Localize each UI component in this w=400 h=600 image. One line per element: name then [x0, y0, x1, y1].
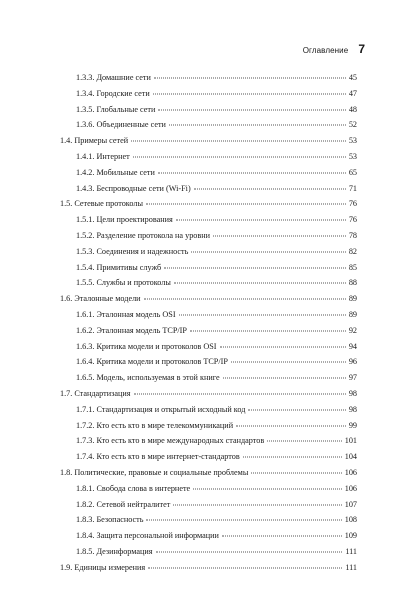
- dot-leader: [156, 551, 343, 552]
- toc-entry-label: 1.3.6. Объединенные сети: [76, 120, 166, 130]
- toc-entry-page: 109: [344, 531, 357, 541]
- toc-entry-label: 1.7.3. Кто есть кто в мире международных стандартов: [76, 436, 265, 446]
- dot-leader: [213, 235, 346, 236]
- toc-entry-label: 1.8.2. Сетевой нейтралитет: [76, 499, 171, 509]
- dot-leader: [179, 314, 346, 315]
- toc-section-entry[interactable]: [60, 136, 357, 152]
- toc-entry-label: 1.6.1. Эталонная модель OSI: [76, 309, 176, 319]
- toc-entry-label: 1.7.1. Стандартизация и открытый исходный код: [76, 404, 246, 414]
- toc-section-entry[interactable]: [60, 389, 357, 405]
- toc-entry-label: 1.5.1. Цели проектирования: [76, 215, 173, 225]
- toc-entry-label: 1.3.4. Городские сети: [76, 88, 150, 98]
- toc-entry-label: 1.8.1. Свобода слова в интернете: [76, 483, 191, 493]
- toc-entry-label: 1.4. Примеры сетей: [60, 136, 129, 146]
- toc-entry-label: 1.3.5. Глобальные сети: [76, 104, 156, 114]
- toc-subsection-entry[interactable]: [60, 452, 357, 468]
- dot-leader: [158, 172, 346, 173]
- dot-leader: [251, 472, 341, 473]
- toc-subsection-entry[interactable]: [60, 231, 357, 247]
- toc-entry-page: 101: [344, 436, 357, 446]
- toc-entry-page: 98: [348, 388, 357, 398]
- dot-leader: [169, 125, 346, 126]
- toc-subsection-entry[interactable]: [60, 247, 357, 263]
- toc-entry-label: 1.7.4. Кто есть кто в мире интернет-стандартов: [76, 452, 240, 462]
- dot-leader: [144, 299, 346, 300]
- toc-entry-label: 1.4.2. Мобильные сети: [76, 167, 155, 177]
- toc-entry-label: 1.8.3. Безопасность: [76, 515, 144, 525]
- dot-leader: [134, 393, 346, 394]
- toc-entry-page: 89: [348, 294, 357, 304]
- dot-leader: [267, 441, 341, 442]
- dot-leader: [154, 78, 346, 79]
- toc-subsection-entry[interactable]: [60, 373, 357, 389]
- toc-entry-label: 1.6.4. Критика модели и протоколов TCP/IP: [76, 357, 228, 367]
- toc-entry-label: 1.4.3. Беспроводные сети (Wi-Fi): [76, 183, 191, 193]
- dot-leader: [222, 536, 342, 537]
- toc-entry-page: 106: [344, 467, 357, 477]
- toc-entry-label: 1.4.1. Интернет: [76, 151, 130, 161]
- dot-leader: [148, 567, 342, 568]
- toc-subsection-entry[interactable]: [60, 89, 357, 105]
- toc-entry-label: 1.7.2. Кто есть кто в мире телекоммуникаций: [76, 420, 234, 430]
- toc-entry-label: 1.6.5. Модель, используемая в этой книге: [76, 373, 220, 383]
- toc-entry-page: 82: [348, 246, 357, 256]
- toc-entry-label: 1.3.3. Домашние сети: [76, 73, 151, 82]
- dot-leader: [153, 93, 346, 94]
- toc-entry-page: 76: [348, 199, 357, 209]
- toc-entry-page: 47: [348, 88, 357, 98]
- dot-leader: [248, 409, 345, 410]
- toc-entry-page: 111: [345, 562, 357, 572]
- dot-leader: [173, 504, 341, 505]
- toc-entry-label: 1.6.3. Критика модели и протоколов OSI: [76, 341, 217, 351]
- toc-entry-label: 1.7. Стандартизация: [60, 388, 131, 398]
- toc-subsection-entry[interactable]: [60, 152, 357, 168]
- toc-entry-page: 85: [348, 262, 357, 272]
- page-number: 7: [358, 42, 365, 56]
- toc-subsection-entry[interactable]: [60, 531, 357, 547]
- toc-entry-label: 1.8.4. Защита персональной информации: [76, 531, 219, 541]
- dot-leader: [191, 251, 345, 252]
- toc-subsection-entry[interactable]: [60, 278, 357, 294]
- table-of-contents: [60, 73, 357, 579]
- running-head: [303, 42, 365, 56]
- toc-entry-page: 97: [348, 373, 357, 383]
- toc-entry-page: 53: [348, 136, 357, 146]
- toc-subsection-entry[interactable]: [60, 547, 357, 563]
- toc-entry-label: 1.5.4. Примитивы служб: [76, 262, 162, 272]
- toc-subsection-entry[interactable]: [60, 120, 357, 136]
- toc-section-entry[interactable]: [60, 468, 357, 484]
- dot-leader: [194, 188, 346, 189]
- toc-entry-page: 94: [348, 341, 357, 351]
- toc-entry-page: 78: [348, 230, 357, 240]
- dot-leader: [223, 378, 346, 379]
- toc-entry-page: 65: [348, 167, 357, 177]
- toc-entry-label: 1.6.2. Эталонная модель TCP/IP: [76, 325, 187, 335]
- toc-subsection-entry[interactable]: [60, 484, 357, 500]
- toc-section-entry[interactable]: [60, 294, 357, 310]
- toc-entry-page: 106: [344, 483, 357, 493]
- toc-subsection-entry[interactable]: [60, 515, 357, 531]
- toc-entry-page: 45: [348, 73, 357, 82]
- dot-leader: [146, 520, 341, 521]
- toc-subsection-entry[interactable]: [60, 310, 357, 326]
- toc-subsection-entry[interactable]: [60, 184, 357, 200]
- toc-subsection-entry[interactable]: [60, 215, 357, 231]
- toc-section-entry[interactable]: [60, 199, 357, 215]
- dot-leader: [220, 346, 346, 347]
- toc-subsection-entry[interactable]: [60, 168, 357, 184]
- toc-subsection-entry[interactable]: [60, 500, 357, 516]
- toc-subsection-entry[interactable]: [60, 326, 357, 342]
- toc-subsection-entry[interactable]: [60, 357, 357, 373]
- toc-section-entry[interactable]: [60, 563, 357, 579]
- toc-subsection-entry[interactable]: [60, 405, 357, 421]
- toc-entry-label: 1.5.3. Соединения и надежность: [76, 246, 189, 256]
- toc-entry-page: 96: [348, 357, 357, 367]
- dot-leader: [131, 141, 346, 142]
- toc-entry-page: 88: [348, 278, 357, 288]
- dot-leader: [164, 267, 346, 268]
- toc-entry-label: 1.5.2. Разделение протокола на уровни: [76, 230, 211, 240]
- toc-entry-page: 98: [348, 404, 357, 414]
- dot-leader: [158, 109, 345, 110]
- toc-subsection-entry[interactable]: [60, 263, 357, 279]
- toc-entry-page: 99: [348, 420, 357, 430]
- toc-entry-label: 1.8.5. Дезинформация: [76, 546, 153, 556]
- toc-entry-page: 108: [344, 515, 357, 525]
- toc-entry-page: 92: [348, 325, 357, 335]
- toc-entry-page: 52: [348, 120, 357, 130]
- toc-subsection-entry[interactable]: [60, 421, 357, 437]
- dot-leader: [174, 283, 346, 284]
- toc-subsection-entry[interactable]: [60, 73, 357, 89]
- toc-subsection-entry[interactable]: [60, 342, 357, 358]
- dot-leader: [193, 488, 342, 489]
- toc-entry-page: 104: [344, 452, 357, 462]
- dot-leader: [231, 362, 346, 363]
- toc-entry-page: 89: [348, 309, 357, 319]
- toc-entry-page: 76: [348, 215, 357, 225]
- running-head-title: Оглавление: [302, 46, 349, 55]
- dot-leader: [146, 204, 346, 205]
- toc-entry-page: 111: [345, 546, 357, 556]
- toc-subsection-entry[interactable]: [60, 105, 357, 121]
- dot-leader: [176, 220, 346, 221]
- toc-subsection-entry[interactable]: [60, 436, 357, 452]
- toc-entry-page: 107: [344, 499, 357, 509]
- toc-entry-label: 1.9. Единицы измерения: [60, 562, 146, 572]
- toc-entry-page: 48: [348, 104, 357, 114]
- toc-entry-label: 1.5.5. Службы и протоколы: [76, 278, 171, 288]
- dot-leader: [190, 330, 346, 331]
- toc-entry-page: 71: [348, 183, 357, 193]
- toc-entry-label: 1.5. Сетевые протоколы: [60, 199, 143, 209]
- dot-leader: [133, 156, 346, 157]
- toc-entry-page: 53: [348, 151, 357, 161]
- dot-leader: [236, 425, 346, 426]
- toc-entry-label: 1.6. Эталонные модели: [60, 294, 141, 304]
- dot-leader: [243, 457, 342, 458]
- toc-entry-label: 1.8. Политические, правовые и социальные проблемы: [60, 467, 249, 477]
